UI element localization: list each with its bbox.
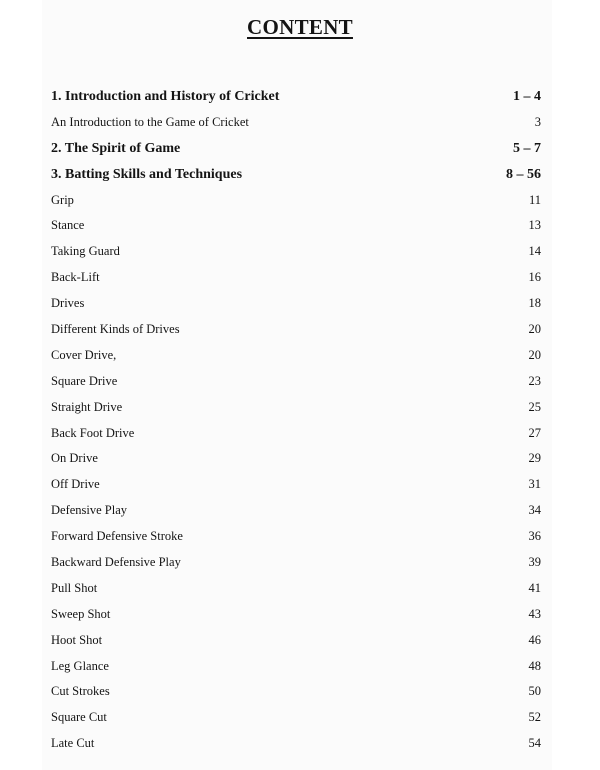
toc-entry-label: Hoot Shot	[51, 632, 103, 647]
toc-page-number: 43	[528, 606, 541, 621]
toc-item-row	[51, 421, 541, 447]
toc-item-row	[51, 265, 541, 291]
toc-entry-label: Straight Drive	[51, 399, 123, 414]
toc-item-row	[51, 188, 541, 214]
toc-item-row	[51, 369, 541, 395]
toc-page-number: 36	[528, 529, 541, 544]
toc-item-row	[51, 446, 541, 472]
toc-entry-label: Off Drive	[51, 477, 100, 492]
toc-entry-label: On Drive	[51, 451, 98, 466]
toc-entry-label: 3. Batting Skills and Techniques	[51, 166, 243, 182]
toc-entry-label: Back-Lift	[51, 270, 100, 285]
toc-entry-label: 1. Introduction and History of Cricket	[51, 89, 280, 104]
toc-page-number: 3	[534, 114, 541, 129]
toc-entry-label: Square Cut	[51, 710, 107, 725]
toc-item-row	[51, 110, 541, 136]
toc-entry-label: Drives	[51, 296, 85, 311]
toc-entry-label: Square Drive	[51, 373, 118, 388]
toc-entry-label: Back Foot Drive	[51, 425, 135, 440]
page-title	[0, 15, 600, 40]
toc-page-number: 23	[528, 373, 541, 388]
toc-item-row	[51, 343, 541, 369]
toc-page-number: 11	[528, 192, 541, 207]
toc-entry-label: Sweep Shot	[51, 606, 111, 621]
toc-item-row	[51, 576, 541, 602]
toc-chapter-row	[51, 162, 541, 188]
toc-page-number: 46	[528, 632, 541, 647]
toc-page-number: 18	[528, 296, 541, 311]
toc-item-row	[51, 498, 541, 524]
toc-entry-label: An Introduction to the Game of Cricket	[51, 114, 249, 129]
toc-item-row	[51, 291, 541, 317]
toc-chapter-row	[51, 136, 541, 162]
toc-page-number: 27	[528, 425, 541, 440]
toc-entry-label: 2. The Spirit of Game	[51, 140, 181, 156]
toc-page-number: 25	[528, 399, 541, 414]
toc-item-row	[51, 679, 541, 705]
table-of-contents	[51, 84, 541, 757]
toc-entry-label: Defensive Play	[51, 503, 128, 518]
toc-item-row	[51, 395, 541, 421]
toc-item-row	[51, 239, 541, 265]
toc-page-number: 31	[528, 477, 541, 492]
toc-entry-label: Stance	[51, 218, 85, 233]
toc-page-number: 54	[528, 736, 541, 751]
toc-page-number: 29	[528, 451, 541, 466]
toc-entry-label: Taking Guard	[51, 244, 120, 259]
toc-page-number: 39	[528, 555, 541, 570]
page-title-text: CONTENT	[247, 15, 353, 39]
toc-entry-label: Different Kinds of Drives	[51, 322, 180, 337]
toc-page-number: 50	[528, 684, 541, 699]
toc-page-number: 41	[528, 580, 541, 595]
toc-item-row	[51, 472, 541, 498]
toc-page-number: 13	[528, 218, 541, 233]
toc-page-number: 20	[528, 347, 541, 362]
toc-entry-label: Pull Shot	[51, 580, 98, 595]
toc-item-row	[51, 628, 541, 654]
toc-page-number: 16	[528, 270, 541, 285]
toc-entry-label: Cut Strokes	[51, 684, 110, 699]
toc-chapter-row	[51, 84, 541, 110]
toc-item-row	[51, 731, 541, 757]
toc-item-row	[51, 213, 541, 239]
toc-page-number: 20	[528, 322, 541, 337]
toc-item-row	[51, 602, 541, 628]
toc-page-number: 48	[528, 658, 541, 673]
toc-item-row	[51, 524, 541, 550]
toc-entry-label: Backward Defensive Play	[51, 555, 181, 570]
toc-page-number: 1 – 4	[513, 89, 541, 104]
toc-page-number: 14	[528, 244, 541, 259]
toc-item-row	[51, 654, 541, 680]
toc-entry-label: Grip	[51, 192, 74, 207]
toc-item-row	[51, 705, 541, 731]
toc-entry-label: Forward Defensive Stroke	[51, 529, 183, 544]
toc-entry-label: Cover Drive,	[51, 347, 117, 362]
toc-entry-label: Late Cut	[51, 736, 95, 751]
toc-entry-label: Leg Glance	[51, 658, 109, 673]
toc-item-row	[51, 317, 541, 343]
toc-page-number: 34	[528, 503, 541, 518]
toc-page-number: 52	[528, 710, 541, 725]
toc-page-number: 8 – 56	[506, 166, 541, 182]
toc-page-number: 5 – 7	[513, 140, 541, 156]
toc-item-row	[51, 550, 541, 576]
